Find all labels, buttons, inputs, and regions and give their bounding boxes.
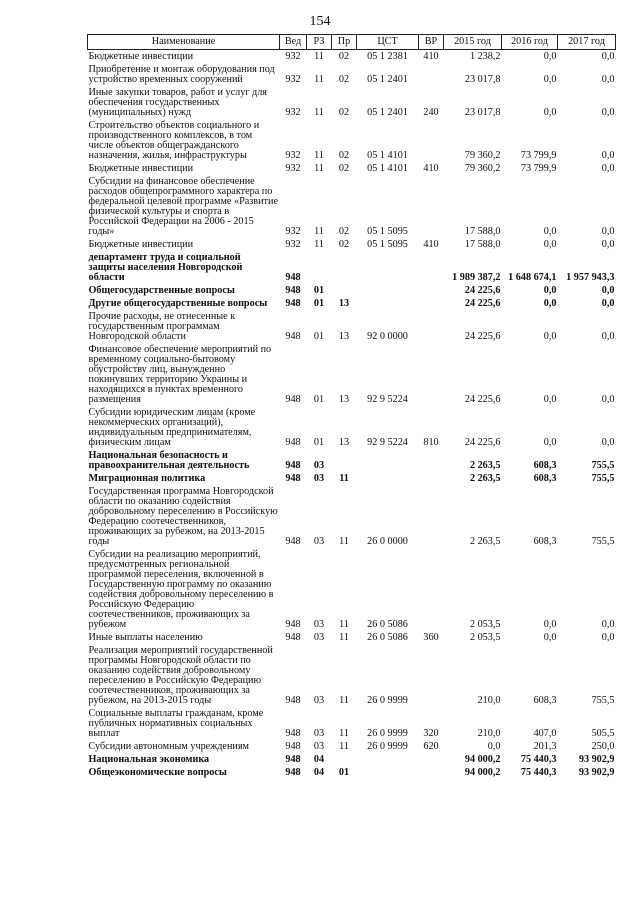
cell-name: Прочие расходы, не отнесенные к государственным программам Новгородской области bbox=[88, 311, 236, 342]
cell-2015: 24 225,6 bbox=[464, 298, 501, 309]
cell-cst: 05 1 4101 bbox=[367, 163, 408, 174]
cell-2015: 2 263,5 bbox=[469, 460, 501, 471]
cell-cst: 92 9 5224 bbox=[367, 437, 408, 448]
cell-2017: 0,0 bbox=[601, 632, 615, 643]
cell-rz: 03 bbox=[313, 728, 325, 739]
cell-cst: 05 1 5095 bbox=[367, 226, 408, 237]
cell-pr: 02 bbox=[338, 163, 350, 174]
cell-pr: 11 bbox=[339, 619, 349, 630]
table-row bbox=[88, 548, 616, 631]
table-row bbox=[88, 707, 616, 740]
cell-vr: 360 bbox=[423, 632, 439, 643]
cell-cst bbox=[357, 297, 419, 310]
cell-2016: 0,0 bbox=[543, 51, 557, 62]
column-header-name: Наименование bbox=[88, 35, 280, 50]
cell-pr: 02 bbox=[338, 74, 350, 85]
cell-pr: 02 bbox=[338, 239, 350, 250]
table-row bbox=[88, 119, 616, 162]
column-header-2015: 2015 год bbox=[444, 35, 502, 50]
cell-vr bbox=[419, 297, 444, 310]
cell-vr: 320 bbox=[423, 728, 439, 739]
cell-pr: 01 bbox=[338, 767, 350, 778]
cell-vr: 620 bbox=[423, 741, 439, 752]
cell-cst: 05 1 2401 bbox=[367, 74, 408, 85]
cell-ved: 948 bbox=[285, 331, 301, 342]
cell-name: Национальная экономика bbox=[88, 754, 210, 765]
cell-ved: 948 bbox=[285, 298, 301, 309]
column-header-2017: 2017 год bbox=[558, 35, 616, 50]
cell-2016: 73 799,9 bbox=[520, 150, 557, 161]
cell-2016: 608,3 bbox=[533, 695, 557, 706]
cell-name: Общегосударственные вопросы bbox=[88, 285, 235, 296]
cell-cst: 26 0 5086 bbox=[367, 632, 408, 643]
cell-rz: 01 bbox=[313, 331, 325, 342]
cell-2016: 0,0 bbox=[543, 298, 557, 309]
cell-cst bbox=[357, 449, 419, 472]
cell-cst bbox=[357, 472, 419, 485]
cell-2016: 0,0 bbox=[543, 619, 557, 630]
cell-name: Субсидии на финансовое обеспечение расходов общепрограммного характера по федеральной целевой программе «Развитие физической культуры и спорта в Российской Федерации на 2006 - 2015 годы» bbox=[88, 176, 278, 237]
cell-2017: 0,0 bbox=[601, 437, 615, 448]
cell-2016: 0,0 bbox=[543, 239, 557, 250]
cell-vr bbox=[419, 766, 444, 779]
column-header-ved: Вед bbox=[280, 35, 307, 50]
table-row bbox=[88, 449, 616, 472]
cell-cst: 26 0 9999 bbox=[367, 741, 408, 752]
cell-name: Бюджетные инвестиции bbox=[88, 163, 194, 174]
cell-name: Иные выплаты населению bbox=[88, 632, 203, 643]
cell-rz: 03 bbox=[313, 473, 325, 484]
cell-2017: 250,0 bbox=[591, 741, 615, 752]
cell-pr bbox=[332, 449, 357, 472]
cell-2015: 79 360,2 bbox=[464, 150, 501, 161]
cell-2015: 2 053,5 bbox=[469, 619, 501, 630]
cell-ved: 948 bbox=[285, 272, 301, 283]
cell-2017: 0,0 bbox=[601, 285, 615, 296]
table-header bbox=[88, 35, 616, 50]
cell-rz: 11 bbox=[314, 226, 324, 237]
cell-name: департамент труда и социальной защиты населения Новгородской области bbox=[88, 252, 243, 283]
cell-2015: 1 238,2 bbox=[469, 51, 501, 62]
cell-pr: 11 bbox=[339, 695, 349, 706]
cell-vr: 410 bbox=[423, 163, 439, 174]
cell-2015: 24 225,6 bbox=[464, 394, 501, 405]
cell-2016: 1 648 674,1 bbox=[508, 272, 557, 283]
cell-2016: 75 440,3 bbox=[520, 754, 557, 765]
table-row bbox=[88, 297, 616, 310]
cell-rz: 04 bbox=[313, 767, 325, 778]
cell-vr bbox=[419, 251, 444, 284]
cell-2017: 755,5 bbox=[591, 473, 615, 484]
cell-name: Социальные выплаты гражданам, кроме публичных нормативных социальных выплат bbox=[88, 708, 264, 739]
cell-pr: 11 bbox=[339, 473, 349, 484]
cell-2017: 0,0 bbox=[601, 331, 615, 342]
column-header-pr: Пр bbox=[332, 35, 357, 50]
cell-2017: 0,0 bbox=[601, 619, 615, 630]
table-row bbox=[88, 631, 616, 644]
cell-2016: 0,0 bbox=[543, 107, 557, 118]
cell-2015: 94 000,2 bbox=[464, 754, 501, 765]
cell-2016: 0,0 bbox=[543, 394, 557, 405]
cell-cst: 05 1 4101 bbox=[367, 150, 408, 161]
cell-vr bbox=[419, 644, 444, 707]
cell-2017: 0,0 bbox=[601, 51, 615, 62]
cell-2017: 0,0 bbox=[601, 239, 615, 250]
cell-ved: 948 bbox=[285, 767, 301, 778]
cell-2017: 0,0 bbox=[601, 74, 615, 85]
table-row bbox=[88, 766, 616, 779]
cell-vr bbox=[419, 449, 444, 472]
cell-vr: 410 bbox=[423, 239, 439, 250]
cell-ved: 948 bbox=[285, 394, 301, 405]
cell-2015: 2 263,5 bbox=[469, 536, 501, 547]
cell-vr bbox=[419, 548, 444, 631]
cell-pr: 02 bbox=[338, 107, 350, 118]
cell-2015: 94 000,2 bbox=[464, 767, 501, 778]
cell-cst: 05 1 2381 bbox=[367, 51, 408, 62]
table-row bbox=[88, 162, 616, 175]
cell-2015: 23 017,8 bbox=[464, 74, 501, 85]
cell-cst: 26 0 9999 bbox=[367, 728, 408, 739]
cell-2017: 0,0 bbox=[601, 394, 615, 405]
table-row bbox=[88, 753, 616, 766]
cell-cst: 05 1 2401 bbox=[367, 107, 408, 118]
cell-ved: 948 bbox=[285, 619, 301, 630]
table-row bbox=[88, 50, 616, 64]
cell-rz: 03 bbox=[313, 741, 325, 752]
cell-cst: 92 0 0000 bbox=[367, 331, 408, 342]
cell-2016: 0,0 bbox=[543, 632, 557, 643]
cell-2016: 0,0 bbox=[543, 331, 557, 342]
cell-pr: 13 bbox=[338, 331, 350, 342]
cell-rz: 01 bbox=[313, 285, 325, 296]
table-row bbox=[88, 644, 616, 707]
cell-pr: 11 bbox=[339, 741, 349, 752]
cell-rz: 03 bbox=[313, 460, 325, 471]
cell-2016: 0,0 bbox=[543, 285, 557, 296]
cell-vr: 410 bbox=[423, 51, 439, 62]
cell-2015: 0,0 bbox=[487, 741, 501, 752]
table-row bbox=[88, 284, 616, 297]
cell-ved: 932 bbox=[285, 107, 301, 118]
cell-cst: 26 0 9999 bbox=[367, 695, 408, 706]
cell-name: Субсидии юридическим лицам (кроме некоммерческих организаций), индивидуальным предпринимателям, физическим лицам bbox=[88, 407, 256, 448]
cell-vr bbox=[419, 753, 444, 766]
cell-vr bbox=[419, 472, 444, 485]
table-row bbox=[88, 343, 616, 406]
cell-rz: 03 bbox=[313, 632, 325, 643]
cell-2015: 24 225,6 bbox=[464, 285, 501, 296]
cell-pr: 13 bbox=[338, 394, 350, 405]
column-header-rz: РЗ bbox=[307, 35, 332, 50]
cell-2015: 17 588,0 bbox=[464, 239, 501, 250]
cell-2015: 2 263,5 bbox=[469, 473, 501, 484]
cell-pr bbox=[332, 284, 357, 297]
cell-rz: 04 bbox=[313, 754, 325, 765]
cell-vr bbox=[419, 284, 444, 297]
cell-2016: 0,0 bbox=[543, 226, 557, 237]
cell-2015: 210,0 bbox=[477, 695, 501, 706]
cell-vr bbox=[419, 175, 444, 238]
cell-name: Строительство объектов социального и производственного комплексов, в том числе объектов общегражданского назначения, жилья, инфраструктуры bbox=[88, 120, 260, 161]
cell-name: Миграционная политика bbox=[88, 473, 206, 484]
cell-name: Государственная программа Новгородской области по оказанию содействия добровольному переселению в Российскую Федерацию соотечественников, проживающих за рубежом, на 2013-2015 годы bbox=[88, 486, 278, 547]
cell-ved: 932 bbox=[285, 239, 301, 250]
cell-rz: 01 bbox=[313, 394, 325, 405]
table-row bbox=[88, 485, 616, 548]
cell-pr: 11 bbox=[339, 728, 349, 739]
cell-2017: 755,5 bbox=[591, 460, 615, 471]
cell-rz: 03 bbox=[313, 619, 325, 630]
cell-vr bbox=[419, 63, 444, 86]
cell-rz: 11 bbox=[314, 51, 324, 62]
cell-rz: 11 bbox=[314, 150, 324, 161]
cell-2016: 608,3 bbox=[533, 460, 557, 471]
cell-ved: 948 bbox=[285, 460, 301, 471]
cell-cst bbox=[357, 766, 419, 779]
cell-2017: 0,0 bbox=[601, 150, 615, 161]
cell-2017: 755,5 bbox=[591, 536, 615, 547]
cell-rz: 03 bbox=[313, 536, 325, 547]
cell-2015: 24 225,6 bbox=[464, 437, 501, 448]
cell-2017: 0,0 bbox=[601, 226, 615, 237]
cell-2015: 24 225,6 bbox=[464, 331, 501, 342]
cell-2017: 505,5 bbox=[591, 728, 615, 739]
cell-name: Субсидии на реализацию мероприятий, предусмотренных региональной программой переселения, включенной в Государственную программу по оказанию содействия добровольному переселению в Российскую Федерацию соотечественников, проживающих за рубежом bbox=[88, 549, 274, 630]
cell-2016: 608,3 bbox=[533, 473, 557, 484]
cell-pr: 11 bbox=[339, 632, 349, 643]
cell-rz: 11 bbox=[314, 163, 324, 174]
cell-ved: 948 bbox=[285, 754, 301, 765]
cell-pr bbox=[332, 753, 357, 766]
column-header-vr: ВР bbox=[419, 35, 444, 50]
cell-ved: 932 bbox=[285, 226, 301, 237]
cell-name: Общеэкономические вопросы bbox=[88, 767, 227, 778]
cell-cst bbox=[357, 251, 419, 284]
table-row bbox=[88, 472, 616, 485]
cell-cst: 26 0 5086 bbox=[367, 619, 408, 630]
cell-2015: 2 053,5 bbox=[469, 632, 501, 643]
cell-ved: 948 bbox=[285, 473, 301, 484]
table-body bbox=[88, 50, 616, 780]
column-header-cst: ЦСТ bbox=[357, 35, 419, 50]
cell-cst bbox=[357, 753, 419, 766]
cell-ved: 932 bbox=[285, 74, 301, 85]
cell-name: Иные закупки товаров, работ и услуг для обеспечения государственных (муниципальных) нужд bbox=[88, 87, 267, 118]
cell-name: Финансовое обеспечение мероприятий по временному социально-бытовому обустройству лиц, вынужденно покинувших территорию Украины и находящихся в пунктах временного размещения bbox=[88, 344, 272, 405]
cell-2016: 407,0 bbox=[533, 728, 557, 739]
page-number: 154 bbox=[309, 14, 331, 29]
cell-name: Реализация мероприятий государственной программы Новгородской области по оказанию содействия добровольному переселению в Российскую Федерацию соотечественников, проживающих за рубежом, на 2013-2015 годы bbox=[88, 645, 273, 706]
cell-cst: 92 9 5224 bbox=[367, 394, 408, 405]
cell-ved: 948 bbox=[285, 437, 301, 448]
cell-2015: 79 360,2 bbox=[464, 163, 501, 174]
cell-2016: 0,0 bbox=[543, 437, 557, 448]
cell-name: Другие общегосударственные вопросы bbox=[88, 298, 268, 309]
cell-2015: 23 017,8 bbox=[464, 107, 501, 118]
cell-vr bbox=[419, 343, 444, 406]
cell-2017: 93 902,9 bbox=[578, 754, 615, 765]
cell-name: Субсидии автономным учреждениям bbox=[88, 741, 249, 752]
table-row bbox=[88, 63, 616, 86]
cell-pr: 02 bbox=[338, 226, 350, 237]
cell-2016: 201,3 bbox=[533, 741, 557, 752]
cell-ved: 948 bbox=[285, 695, 301, 706]
cell-vr bbox=[419, 310, 444, 343]
cell-2017: 0,0 bbox=[601, 163, 615, 174]
cell-2016: 73 799,9 bbox=[520, 163, 557, 174]
table-row bbox=[88, 740, 616, 753]
cell-ved: 948 bbox=[285, 728, 301, 739]
cell-name: Национальная безопасность и правоохранительная деятельность bbox=[88, 450, 250, 471]
cell-pr: 13 bbox=[338, 437, 350, 448]
cell-rz: 11 bbox=[314, 107, 324, 118]
column-header-2016: 2016 год bbox=[502, 35, 558, 50]
cell-rz: 01 bbox=[313, 298, 325, 309]
table-row bbox=[88, 251, 616, 284]
cell-pr: 02 bbox=[338, 150, 350, 161]
cell-2016: 75 440,3 bbox=[520, 767, 557, 778]
cell-pr: 13 bbox=[338, 298, 350, 309]
table-row bbox=[88, 175, 616, 238]
budget-table bbox=[87, 34, 616, 779]
cell-cst: 26 0 0000 bbox=[367, 536, 408, 547]
cell-vr bbox=[419, 485, 444, 548]
cell-2017: 1 957 943,3 bbox=[566, 272, 615, 283]
cell-vr bbox=[419, 119, 444, 162]
cell-ved: 932 bbox=[285, 150, 301, 161]
cell-pr: 02 bbox=[338, 51, 350, 62]
cell-2015: 1 989 387,2 bbox=[452, 272, 501, 283]
cell-2015: 210,0 bbox=[477, 728, 501, 739]
cell-2017: 93 902,9 bbox=[578, 767, 615, 778]
cell-2016: 0,0 bbox=[543, 74, 557, 85]
cell-ved: 932 bbox=[285, 163, 301, 174]
cell-ved: 948 bbox=[285, 536, 301, 547]
cell-cst: 05 1 5095 bbox=[367, 239, 408, 250]
cell-cst bbox=[357, 284, 419, 297]
table-row bbox=[88, 238, 616, 251]
table-row bbox=[88, 86, 616, 119]
cell-2017: 0,0 bbox=[601, 107, 615, 118]
cell-name: Бюджетные инвестиции bbox=[88, 239, 194, 250]
cell-rz: 11 bbox=[314, 239, 324, 250]
table-row bbox=[88, 406, 616, 449]
table-row bbox=[88, 310, 616, 343]
cell-rz: 03 bbox=[313, 695, 325, 706]
cell-vr: 810 bbox=[423, 437, 439, 448]
cell-2017: 755,5 bbox=[591, 695, 615, 706]
cell-ved: 948 bbox=[285, 632, 301, 643]
cell-rz: 11 bbox=[314, 74, 324, 85]
cell-2015: 17 588,0 bbox=[464, 226, 501, 237]
cell-vr: 240 bbox=[423, 107, 439, 118]
cell-ved: 948 bbox=[285, 285, 301, 296]
cell-2017: 0,0 bbox=[601, 298, 615, 309]
cell-ved: 932 bbox=[285, 51, 301, 62]
cell-2016: 608,3 bbox=[533, 536, 557, 547]
cell-ved: 948 bbox=[285, 741, 301, 752]
cell-pr: 11 bbox=[339, 536, 349, 547]
cell-name: Приобретение и монтаж оборудования под устройство временных сооружений bbox=[88, 64, 275, 85]
cell-pr bbox=[332, 251, 357, 284]
cell-rz: 01 bbox=[313, 437, 325, 448]
cell-name: Бюджетные инвестиции bbox=[88, 51, 194, 62]
cell-rz bbox=[307, 251, 332, 284]
